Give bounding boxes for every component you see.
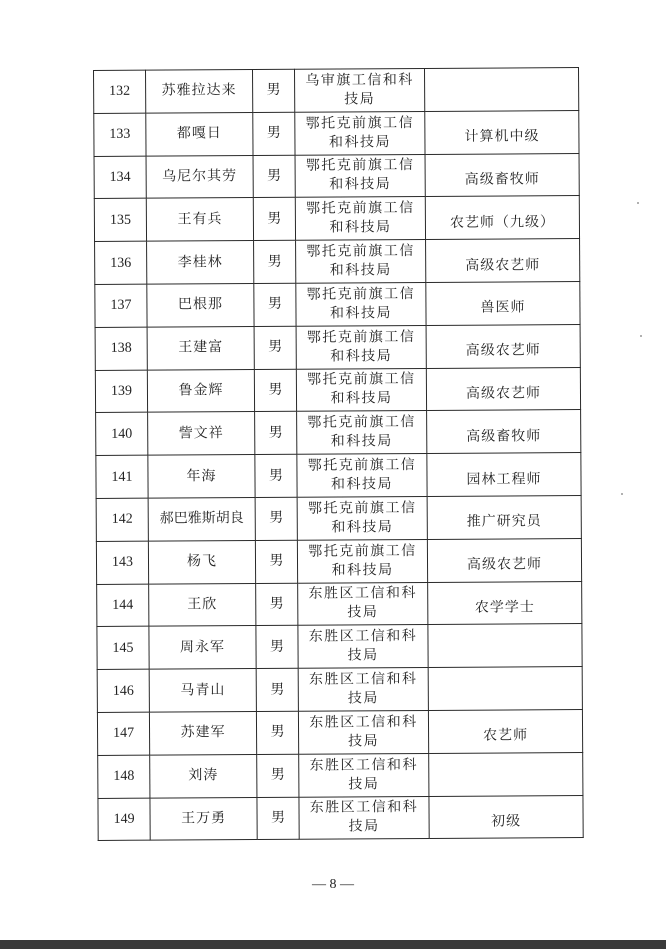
work-unit-line2: 和科技局	[330, 390, 393, 408]
work-unit	[298, 625, 428, 669]
professional-title	[429, 795, 583, 839]
person-name: 王欣	[149, 583, 256, 626]
work-unit	[297, 454, 427, 498]
work-unit-line1: 鄂托克前旗工信	[306, 285, 416, 303]
work-unit-line1: 鄂托克前旗工信	[306, 243, 415, 260]
person-name: 訾文祥	[148, 412, 255, 455]
row-number: 133	[94, 113, 146, 156]
row-number: 132	[94, 70, 146, 113]
professional-title-text: 计算机中级	[464, 128, 540, 145]
work-unit-line1: 东胜区工信和科	[308, 628, 418, 645]
person-gender: 男	[254, 369, 296, 412]
work-unit	[296, 368, 426, 412]
professional-title-text: 推广研究员	[466, 513, 542, 531]
row-number: 147	[97, 712, 149, 755]
professional-title	[427, 538, 581, 582]
scan-speck	[640, 335, 642, 337]
professional-title-text: 农艺师（九级）	[449, 213, 555, 231]
professional-title	[429, 752, 583, 796]
work-unit-line1: 东胜区工信和科	[308, 585, 418, 603]
work-unit	[296, 240, 426, 284]
table-row	[94, 153, 579, 199]
work-unit-line1: 鄂托克前旗工信	[308, 542, 417, 560]
work-unit-line1: 乌审旗工信和科	[305, 71, 414, 89]
person-name: 都嘎日	[146, 112, 253, 155]
person-gender: 男	[253, 155, 295, 198]
person-gender: 男	[253, 69, 295, 112]
personnel-table-body	[94, 68, 584, 841]
work-unit	[297, 496, 427, 540]
work-unit-line1: 鄂托克前旗工信	[307, 414, 416, 431]
professional-title	[428, 709, 582, 753]
professional-title	[427, 410, 581, 454]
table-row	[95, 282, 580, 328]
row-number: 145	[97, 627, 149, 670]
person-name: 苏雅拉达来	[146, 70, 253, 113]
work-unit	[295, 111, 425, 155]
work-unit	[295, 197, 425, 241]
work-unit-line2: 技局	[347, 647, 379, 664]
work-unit-line2: 技局	[347, 690, 379, 707]
professional-title	[427, 495, 581, 539]
person-name: 苏建军	[149, 711, 256, 754]
work-unit-line2: 和科技局	[328, 133, 391, 151]
professional-title	[426, 282, 580, 326]
professional-title-text: 高级农艺师	[466, 556, 543, 573]
professional-title-text: 高级农艺师	[465, 256, 541, 274]
person-gender: 男	[256, 711, 298, 754]
work-unit	[296, 325, 426, 369]
professional-title-text: 高级农艺师	[465, 342, 541, 359]
row-number: 134	[94, 156, 146, 199]
row-number: 141	[96, 455, 148, 498]
table-row	[96, 495, 581, 541]
row-number: 148	[98, 755, 150, 798]
work-unit-line1: 鄂托克前旗工信	[307, 457, 417, 474]
professional-title	[425, 153, 579, 197]
work-unit-line2: 和科技局	[330, 476, 394, 493]
work-unit-line2: 和科技局	[330, 433, 393, 450]
professional-title-text: 农艺师	[483, 727, 529, 744]
person-gender: 男	[254, 326, 296, 369]
scan-bottom-edge	[0, 940, 666, 949]
work-unit-line1: 鄂托克前旗工信	[305, 157, 415, 175]
work-unit-line2: 技局	[348, 818, 380, 835]
table-row	[96, 410, 581, 456]
table-row	[95, 367, 580, 413]
person-name: 郝巴雅斯胡良	[148, 497, 255, 540]
table-row	[95, 239, 580, 285]
row-number: 149	[98, 798, 150, 841]
personnel-table	[93, 67, 584, 841]
work-unit	[296, 282, 426, 326]
professional-title-text: 高级畜牧师	[464, 171, 540, 188]
table-row	[98, 795, 583, 841]
person-gender: 男	[257, 754, 299, 797]
page-number: — 8 —	[312, 877, 354, 892]
professional-title	[426, 324, 580, 368]
row-number: 137	[95, 284, 147, 327]
work-unit-line1: 东胜区工信和科	[309, 713, 418, 731]
professional-title-text: 高级农艺师	[465, 385, 542, 402]
person-gender: 男	[255, 497, 297, 540]
person-name: 马青山	[149, 669, 256, 712]
person-name: 王万勇	[150, 797, 257, 840]
person-name: 李桂林	[147, 241, 254, 284]
work-unit-line1: 东胜区工信和科	[309, 799, 419, 817]
scan-speck	[637, 202, 639, 204]
person-gender: 男	[253, 112, 295, 155]
professional-title	[427, 453, 581, 497]
work-unit-line2: 技局	[347, 604, 379, 621]
professional-title	[428, 624, 582, 668]
professional-title-text: 兽医师	[480, 299, 526, 317]
professional-title	[425, 110, 579, 154]
row-number: 136	[95, 241, 147, 284]
person-name: 年海	[148, 455, 255, 498]
person-gender: 男	[255, 454, 297, 497]
table-row	[96, 453, 581, 499]
professional-title-text: 高级畜牧师	[466, 428, 542, 445]
work-unit-line2: 技局	[348, 733, 380, 750]
professional-title	[424, 68, 578, 112]
person-name: 鲁金辉	[147, 369, 254, 412]
table-row	[94, 196, 579, 242]
person-name: 王有兵	[146, 198, 253, 241]
row-number: 135	[94, 199, 146, 242]
work-unit-line2: 和科技局	[329, 305, 393, 322]
work-unit-line2: 和科技局	[329, 262, 392, 279]
work-unit-line1: 东胜区工信和科	[308, 671, 418, 688]
person-gender: 男	[256, 583, 298, 626]
work-unit-line2: 和科技局	[329, 176, 392, 194]
table-row	[95, 324, 580, 370]
person-name: 乌尼尔其劳	[146, 155, 253, 198]
table-row	[98, 752, 583, 798]
row-number: 140	[96, 413, 148, 456]
person-gender: 男	[256, 668, 298, 711]
table-row	[96, 538, 581, 584]
work-unit-line2: 和科技局	[329, 219, 392, 236]
person-name: 刘涛	[150, 754, 257, 797]
person-gender: 男	[253, 198, 295, 241]
row-number: 138	[95, 327, 147, 370]
work-unit-line1: 鄂托克前旗工信	[307, 499, 417, 517]
table-row	[94, 110, 579, 156]
professional-title-text: 园林工程师	[466, 470, 542, 488]
work-unit	[295, 154, 425, 198]
table-row	[97, 581, 582, 627]
work-unit-line2: 和科技局	[330, 347, 393, 365]
person-gender: 男	[255, 540, 297, 583]
person-name: 杨飞	[148, 540, 255, 583]
work-unit	[299, 753, 429, 797]
table-row	[94, 68, 579, 114]
work-unit-line1: 鄂托克前旗工信	[307, 371, 416, 389]
professional-title	[428, 667, 582, 711]
scan-speck	[621, 493, 623, 495]
table-row	[97, 624, 582, 670]
work-unit-line2: 技局	[348, 775, 380, 793]
work-unit	[297, 539, 427, 583]
table-row	[97, 709, 582, 755]
work-unit	[294, 68, 424, 112]
work-unit-line1: 鄂托克前旗工信	[305, 114, 415, 132]
professional-title	[425, 196, 579, 240]
row-number: 142	[96, 498, 148, 541]
table-row	[97, 667, 582, 713]
work-unit	[298, 710, 428, 754]
person-gender: 男	[255, 412, 297, 455]
person-gender: 男	[254, 283, 296, 326]
row-number: 143	[96, 541, 148, 584]
professional-title	[426, 239, 580, 283]
row-number: 144	[97, 584, 149, 627]
work-unit	[299, 796, 429, 840]
person-name: 王建富	[147, 326, 254, 369]
person-name: 巴根那	[147, 284, 254, 327]
work-unit	[298, 668, 428, 712]
work-unit-line2: 和科技局	[331, 561, 394, 579]
person-gender: 男	[256, 626, 298, 669]
row-number: 139	[95, 370, 147, 413]
professional-title	[428, 581, 582, 625]
person-name: 周永军	[149, 626, 256, 669]
work-unit	[297, 411, 427, 455]
work-unit-line1: 鄂托克前旗工信	[306, 200, 415, 217]
work-unit	[298, 582, 428, 626]
row-number: 146	[97, 669, 149, 712]
work-unit-line1: 东胜区工信和科	[309, 756, 419, 774]
work-unit-line2: 和科技局	[331, 519, 394, 536]
professional-title-text: 初级	[491, 813, 522, 830]
work-unit-line2: 技局	[344, 91, 376, 108]
professional-title-text: 农学学士	[474, 599, 535, 616]
person-gender: 男	[254, 240, 296, 283]
work-unit-line1: 鄂托克前旗工信	[306, 328, 416, 346]
person-gender: 男	[257, 797, 299, 840]
professional-title	[426, 367, 580, 411]
